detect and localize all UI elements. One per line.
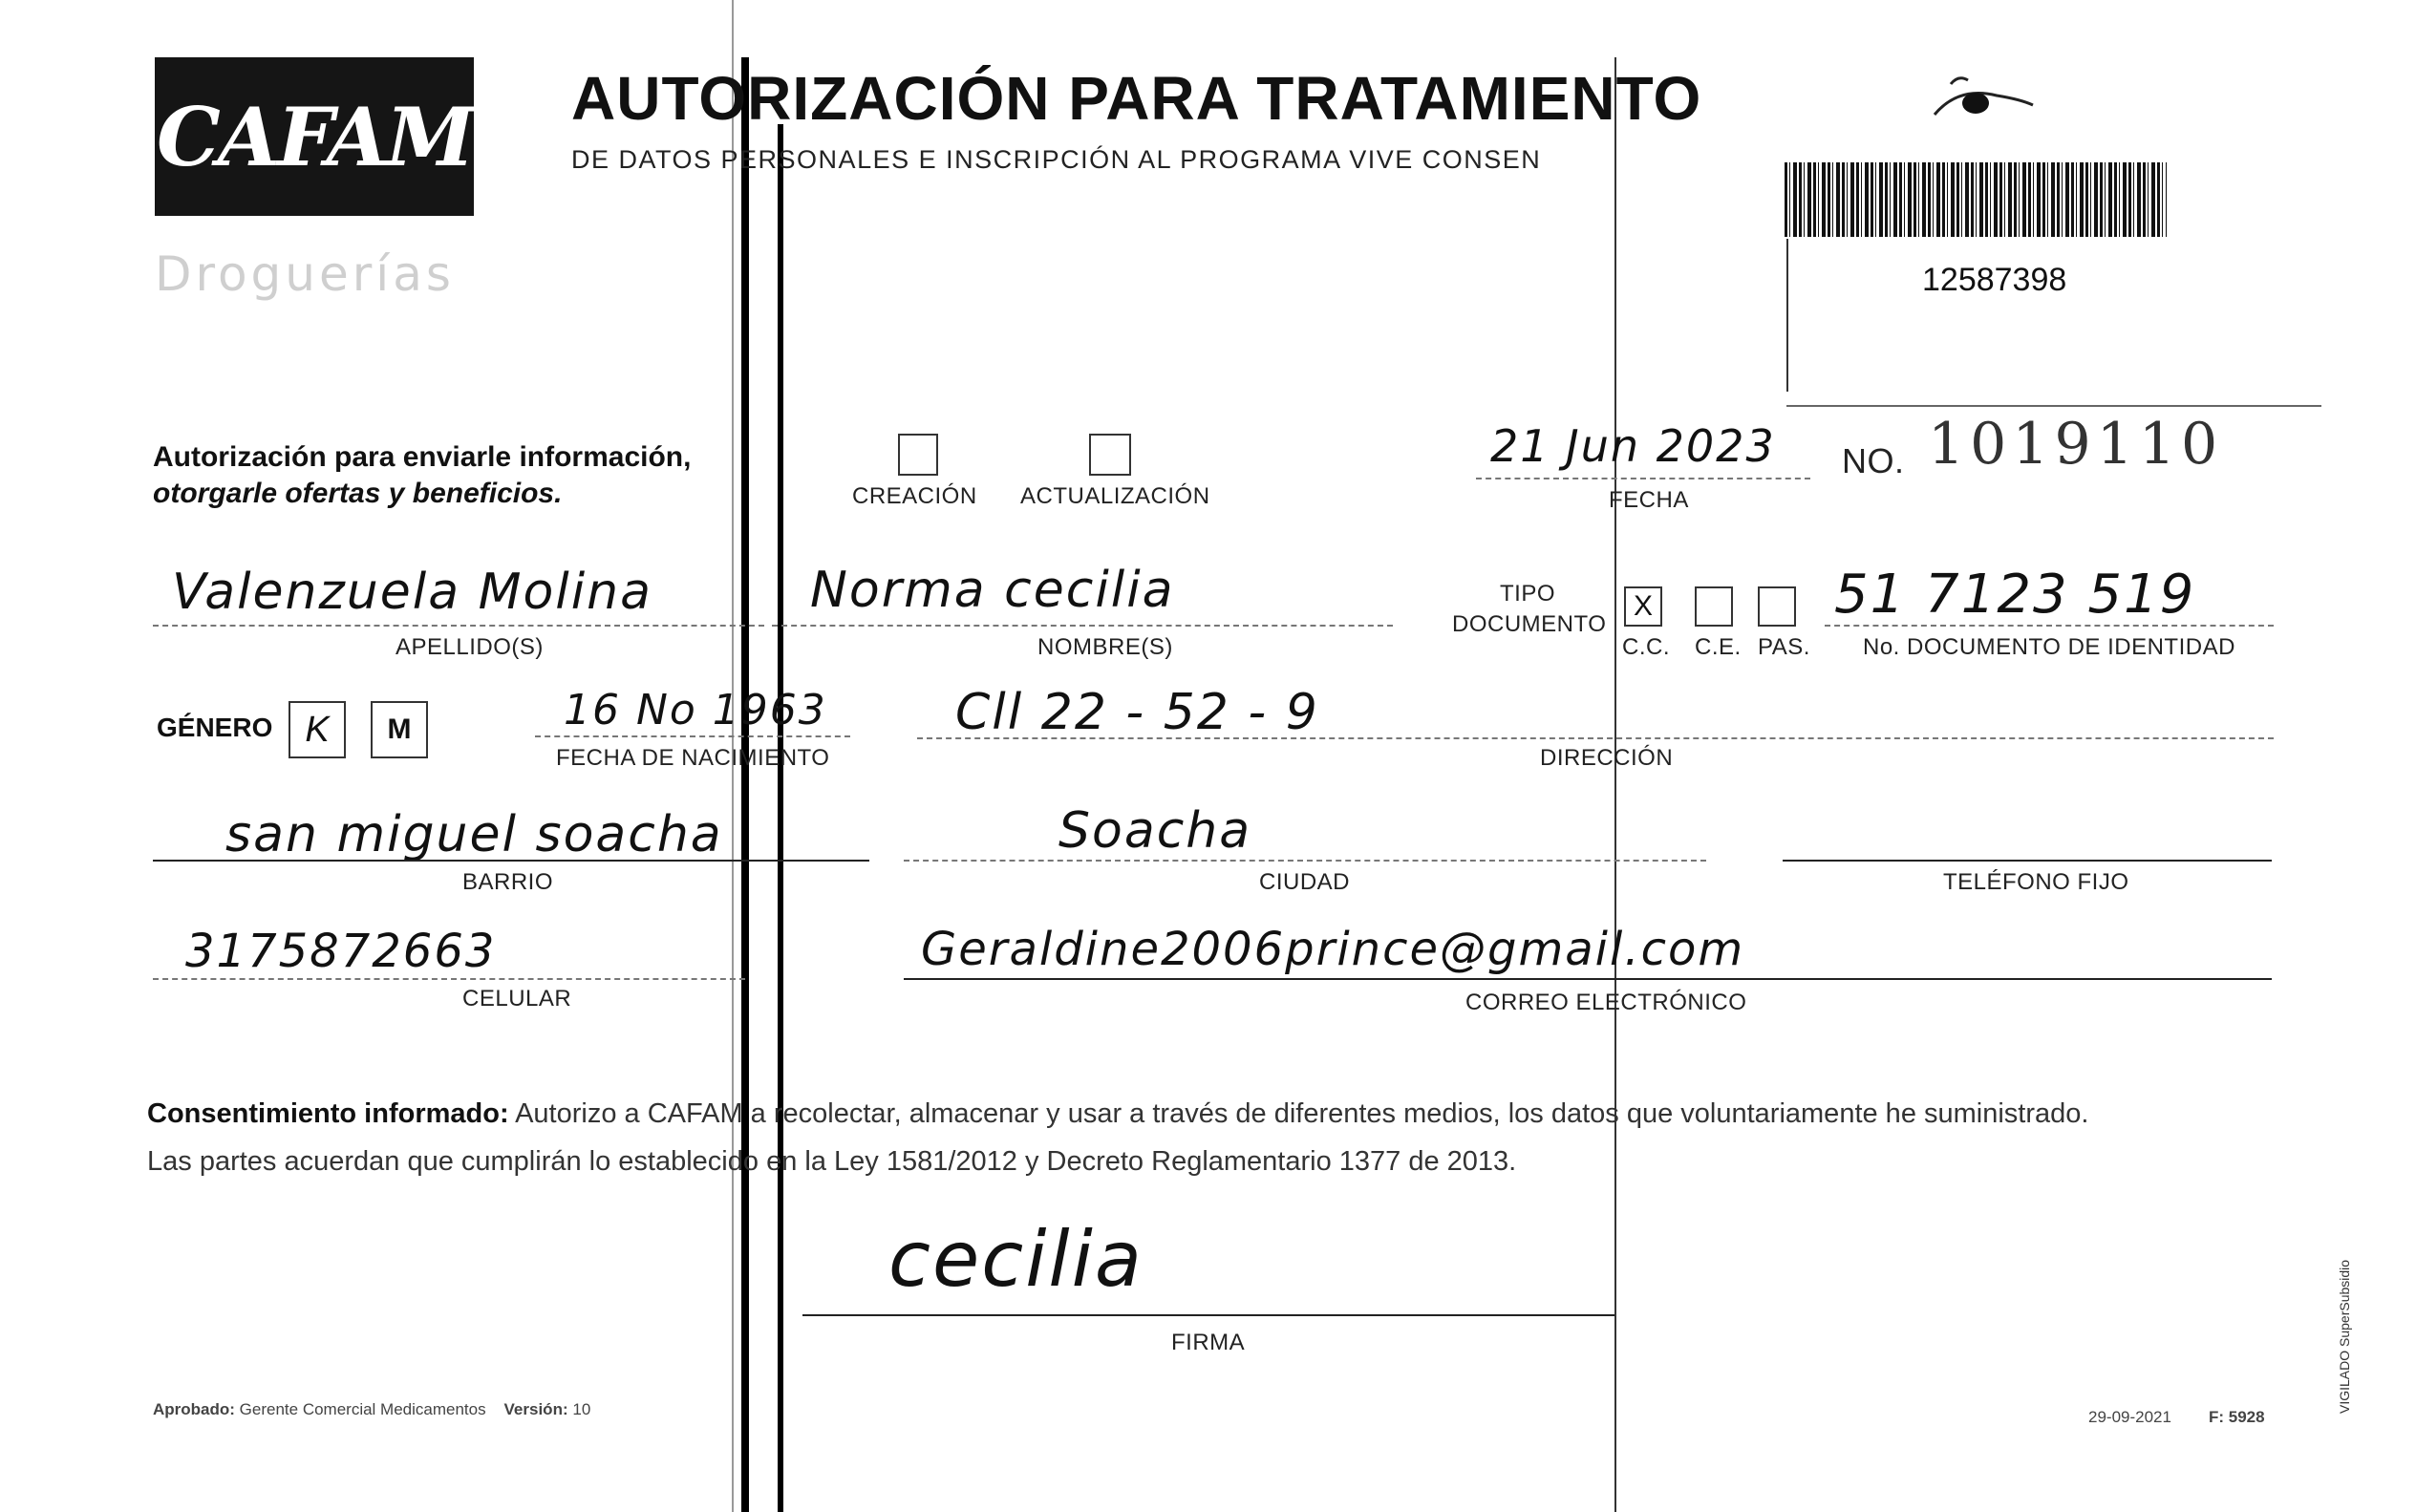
birth-value: 16 No 1963 bbox=[564, 686, 827, 735]
doc-type-label-2: DOCUMENTO bbox=[1452, 611, 1607, 637]
scan-bar-1 bbox=[741, 57, 749, 1512]
barcode-number: 12587398 bbox=[1922, 262, 2067, 298]
city-label: CIUDAD bbox=[1259, 869, 1351, 895]
names-label: NOMBRE(S) bbox=[1037, 634, 1173, 660]
city-line bbox=[904, 860, 1706, 862]
mobile-line bbox=[153, 978, 745, 980]
side-supervision-text: VIGILADO SuperSubsidio bbox=[2337, 1259, 2352, 1414]
neighborhood-line bbox=[153, 860, 869, 862]
address-value: Cll 22 - 52 - 9 bbox=[955, 684, 1319, 741]
gender-m-checkbox[interactable]: M bbox=[371, 701, 428, 758]
form-title: AUTORIZACIÓN PARA TRATAMIENTO bbox=[571, 64, 1702, 133]
signature-value: cecilia bbox=[888, 1215, 1144, 1304]
landline-line bbox=[1783, 860, 2272, 862]
neighborhood-value: san miguel soacha bbox=[225, 806, 723, 863]
cafam-logo bbox=[155, 57, 474, 216]
signature-line bbox=[802, 1314, 1614, 1316]
authorization-heading-1: Autorización para enviarle información, bbox=[153, 441, 692, 473]
consent-line-1 bbox=[147, 1098, 2088, 1130]
birth-line bbox=[535, 735, 850, 737]
form-subtitle: DE DATOS PERSONALES E INSCRIPCIÓN AL PROGRAMA VIVE CONSEN bbox=[571, 145, 1542, 174]
doc-pas-label: PAS. bbox=[1758, 634, 1810, 660]
doc-pas-checkbox[interactable] bbox=[1758, 586, 1796, 627]
signature-label: FIRMA bbox=[1171, 1330, 1246, 1355]
date-label: FECHA bbox=[1609, 487, 1689, 513]
consent-title: Consentimiento informado: bbox=[147, 1098, 509, 1129]
names-value: Norma cecilia bbox=[810, 562, 1175, 619]
scan-bar-2 bbox=[778, 124, 783, 1512]
surnames-value: Valenzuela Molina bbox=[172, 564, 652, 621]
doc-cc-label: C.C. bbox=[1622, 634, 1670, 660]
birth-label: FECHA DE NACIMIENTO bbox=[556, 745, 830, 771]
address-label: DIRECCIÓN bbox=[1540, 745, 1674, 771]
creation-label: CREACIÓN bbox=[852, 483, 977, 509]
authorization-heading-2: otorgarle ofertas y beneficios. bbox=[153, 478, 563, 509]
scan-line-right bbox=[1614, 57, 1616, 1512]
logo-text: CAFAM bbox=[157, 89, 472, 184]
eye-logo-icon bbox=[1930, 67, 2035, 124]
email-value: Geraldine2006prince@gmail.com bbox=[921, 923, 1745, 976]
doc-number-label: No. DOCUMENTO DE IDENTIDAD bbox=[1863, 634, 2235, 660]
mobile-label: CELULAR bbox=[462, 986, 572, 1012]
surnames-line bbox=[153, 625, 764, 627]
mobile-value: 3175872663 bbox=[185, 925, 497, 978]
surnames-label: APELLIDO(S) bbox=[396, 634, 544, 660]
approved-label: Aprobado: bbox=[153, 1400, 235, 1418]
barcode-frame-bottom bbox=[1786, 405, 2321, 407]
update-checkbox[interactable] bbox=[1089, 434, 1131, 476]
version-label: Versión: bbox=[503, 1400, 568, 1418]
footer-form-code: F: 5928 bbox=[2209, 1408, 2265, 1426]
version-value: 10 bbox=[572, 1400, 591, 1418]
landline-label: TELÉFONO FIJO bbox=[1943, 869, 2129, 895]
doc-ce-checkbox[interactable] bbox=[1695, 586, 1733, 627]
form-number: 1019110 bbox=[1928, 411, 2224, 478]
gender-label: GÉNERO bbox=[157, 713, 273, 742]
update-label: ACTUALIZACIÓN bbox=[1020, 483, 1210, 509]
doc-cc-checkbox[interactable]: X bbox=[1624, 586, 1662, 627]
neighborhood-label: BARRIO bbox=[462, 869, 554, 895]
consent-line-2: Las partes acuerdan que cumplirán lo establecido en la Ley 1581/2012 y Decreto Reglamentario 1377 de 2013. bbox=[147, 1146, 1517, 1177]
email-label: CORREO ELECTRÓNICO bbox=[1465, 990, 1747, 1015]
creation-checkbox[interactable] bbox=[898, 434, 938, 476]
doc-number-line bbox=[1825, 625, 2274, 627]
footer-date: 29-09-2021 bbox=[2088, 1408, 2171, 1426]
email-line bbox=[904, 978, 2272, 980]
address-line bbox=[917, 737, 2274, 739]
approved-value: Gerente Comercial Medicamentos bbox=[239, 1400, 486, 1418]
date-value: 21 Jun 2023 bbox=[1490, 420, 1776, 472]
city-value: Soacha bbox=[1058, 802, 1252, 860]
doc-number-value: 51 7123 519 bbox=[1834, 564, 2196, 626]
names-line bbox=[772, 625, 1393, 627]
barcode-frame-line bbox=[1786, 239, 1788, 392]
footer-approved bbox=[153, 1400, 590, 1419]
consent-text-1: Autorizo a CAFAM a recolectar, almacenar y usar a través de diferentes medios, los datos que voluntariamente he suministrado. bbox=[515, 1098, 2089, 1129]
date-line bbox=[1476, 478, 1810, 479]
barcode bbox=[1785, 162, 2167, 237]
logo-subtitle: Droguerías bbox=[155, 246, 455, 302]
gender-f-checkbox[interactable]: K bbox=[289, 701, 346, 758]
doc-type-label-1: TIPO bbox=[1500, 581, 1556, 607]
form-number-label: NO. bbox=[1842, 441, 1905, 480]
doc-ce-label: C.E. bbox=[1695, 634, 1742, 660]
